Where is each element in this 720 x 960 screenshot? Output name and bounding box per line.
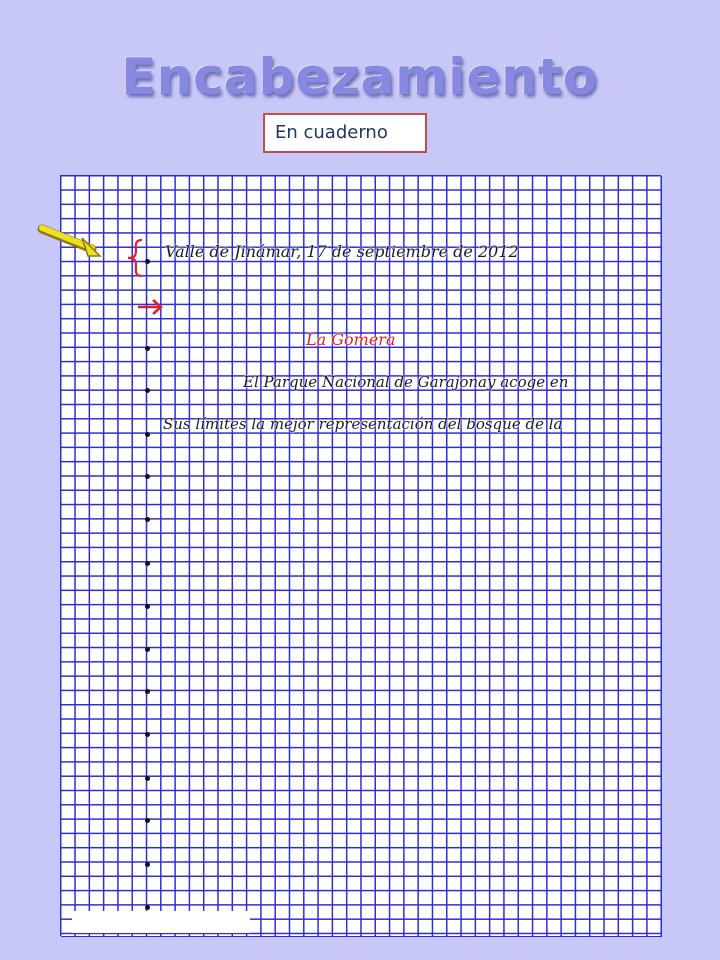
- margin-dot: [145, 561, 150, 566]
- red-brace-icon: [124, 238, 146, 278]
- margin-dot: [145, 776, 150, 781]
- margin-dot: [145, 647, 150, 652]
- margin-dot: [145, 732, 150, 737]
- margin-dot: [145, 388, 150, 393]
- date-line: Valle de Jinámar, 17 de septiembre de 2012: [165, 242, 519, 261]
- heading-la-gomera: La Gomera: [306, 330, 396, 349]
- margin-dot: [145, 604, 150, 609]
- margin-dot: [145, 689, 150, 694]
- page-title: Encabezamiento: [121, 48, 599, 106]
- margin-dot: [145, 346, 150, 351]
- margin-dot: [145, 862, 150, 867]
- grid-paper: [60, 175, 661, 936]
- white-patch: [72, 911, 250, 933]
- paragraph-line-1: El Parque Nacional de Garajonay acoge en: [243, 373, 569, 391]
- yellow-arrow-icon: [36, 222, 116, 272]
- margin-dot: [145, 818, 150, 823]
- red-arrow-icon: [136, 297, 166, 317]
- margin-dot: [145, 905, 150, 910]
- margin-dot: [145, 432, 150, 437]
- paragraph-line-2: Sus límites la mejor representación del bosque de la: [163, 415, 563, 433]
- margin-dot: [145, 474, 150, 479]
- margin-dot: [145, 517, 150, 522]
- subtitle-text: En cuaderno: [275, 122, 388, 143]
- subtitle-box: [263, 113, 427, 153]
